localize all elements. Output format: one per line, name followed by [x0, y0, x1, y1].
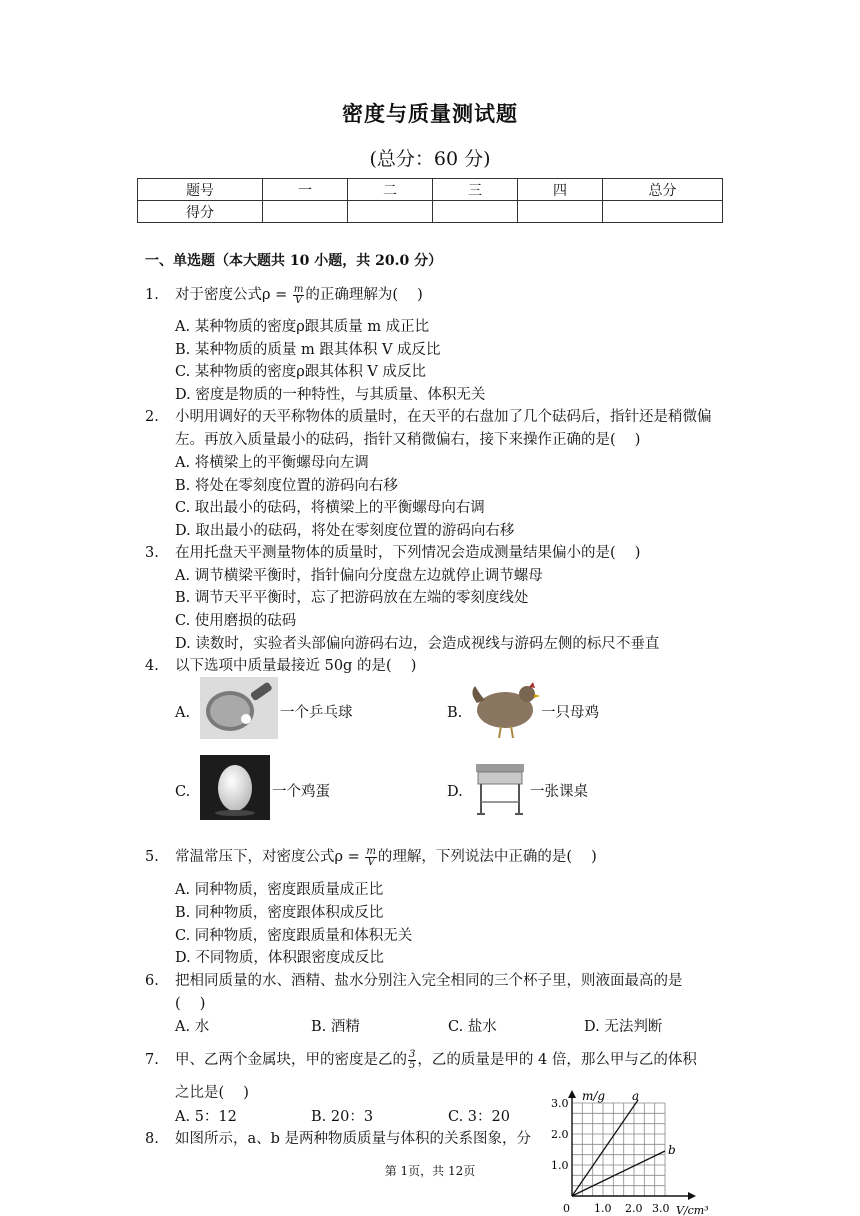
x-tick-label: 2.0 [625, 1202, 643, 1215]
question-number: 8. [145, 1131, 159, 1147]
fraction-numerator: 3 [409, 1048, 416, 1060]
option-d[interactable]: D. 不同物质，体积跟密度成反比 [175, 950, 384, 966]
question-stem: 以下选项中质量最接近 50g 的是( ) [175, 658, 417, 674]
question-number: 6. [145, 973, 159, 989]
fraction [365, 847, 376, 868]
fraction-denominator: V [367, 856, 375, 868]
mass-volume-graph [548, 1088, 724, 1216]
y-tick-label: 2.0 [551, 1128, 569, 1141]
table-row [138, 179, 723, 201]
score-input-cell[interactable] [518, 201, 603, 223]
question-number: 7. [145, 1052, 159, 1068]
option-d[interactable]: D. 无法判断 [584, 1019, 663, 1035]
ping-pong-image [200, 677, 278, 739]
option-d[interactable]: D. 密度是物质的一种特性，与其质量、体积无关 [175, 387, 486, 403]
option-b[interactable]: B. 20：3 [311, 1109, 374, 1125]
option-b-letter[interactable]: B. [447, 705, 463, 721]
question-stem: 小明用调好的天平称物体的质量时，在天平的右盘加了几个砝码后，指针还是稍微偏左。再放入质量最小的砝码，指针又稍微偏右，接下来操作正确的是( ) [175, 409, 712, 448]
question-number: 4. [145, 658, 159, 674]
page-title: 密度与质量测试题 [342, 101, 518, 126]
stem-post: 的理解，下列说法中正确的是( ) [377, 849, 597, 865]
option-a[interactable]: A. 5：12 [175, 1109, 237, 1125]
stem-post: 的正确理解为( ) [305, 287, 423, 303]
egg-icon [200, 755, 270, 820]
fraction-numerator: m [293, 283, 304, 295]
option-d-text: 一张课桌 [530, 784, 588, 800]
fraction-denominator: V [295, 294, 303, 306]
option-b[interactable]: B. 酒精 [311, 1019, 360, 1035]
option-c[interactable]: C. 盐水 [448, 1019, 497, 1035]
question-stem: 把相同质量的水、酒精、盐水分别注入完全相同的三个杯子里，则液面最高的是 [175, 973, 683, 989]
stem-pre: 对于密度公式ρ = [175, 287, 292, 303]
line-a-label: a [632, 1089, 640, 1103]
table-cell: 得分 [138, 201, 263, 223]
option-c-text: 一个鸡蛋 [272, 784, 330, 800]
x-tick-label: 3.0 [652, 1202, 670, 1215]
option-a-letter[interactable]: A. [175, 705, 191, 721]
section-heading: 一、单选题（本大题共 10 小题，共 20.0 分） [145, 253, 443, 269]
y-tick-label: 1.0 [551, 1159, 569, 1172]
x-axis-arrow [688, 1192, 696, 1200]
option-a[interactable]: A. 将横梁上的平衡螺母向左调 [175, 455, 369, 471]
option-d[interactable]: D. 读数时，实验者头部偏向游码右边，会造成视线与游码左侧的标尺不垂直 [175, 636, 660, 652]
option-c[interactable]: C. 取出最小的砝码，将横梁上的平衡螺母向右调 [175, 500, 485, 516]
page-footer: 第 1页，共 12页 [384, 1164, 476, 1178]
score-input-cell[interactable] [603, 201, 723, 223]
stem-pre: 常温常压下，对密度公式ρ = [175, 849, 365, 865]
stem-pre: 甲、乙两个金属块，甲的密度是乙的 [175, 1052, 407, 1068]
score-input-cell[interactable] [433, 201, 518, 223]
option-c[interactable]: C. 某种物质的密度ρ跟其体积 V 成反比 [175, 364, 427, 380]
score-input-cell[interactable] [263, 201, 348, 223]
option-d[interactable]: D. 取出最小的砝码，将处在零刻度位置的游码向右移 [175, 523, 515, 539]
option-c[interactable]: C. 使用磨损的砝码 [175, 613, 297, 629]
fraction [408, 1050, 416, 1071]
fraction-denominator: 5 [409, 1059, 416, 1071]
desk-icon [472, 758, 528, 818]
option-a[interactable]: A. 某种物质的密度ρ跟其质量 m 成正比 [175, 319, 430, 335]
question-number: 3. [145, 545, 159, 561]
question-stem [175, 846, 720, 869]
option-a[interactable]: A. 调节横梁平衡时，指针偏向分度盘左边就停止调节螺母 [175, 568, 543, 584]
question-stem [175, 284, 720, 307]
option-c[interactable]: C. 同种物质，密度跟质量和体积无关 [175, 928, 413, 944]
score-table [137, 178, 723, 223]
table-cell: 题号 [138, 179, 263, 201]
table-row [138, 201, 723, 223]
table-cell: 二 [348, 179, 433, 201]
x-tick-label: 1.0 [594, 1202, 612, 1215]
option-b[interactable]: B. 将处在零刻度位置的游码向右移 [175, 478, 398, 494]
stem-post: ，乙的质量是甲的 4 倍，那么甲与乙的体积 [417, 1052, 697, 1068]
option-a-text: 一个乒乓球 [280, 705, 353, 721]
fraction-numerator: m [366, 845, 376, 857]
egg-image [200, 755, 270, 820]
origin-label: 0 [563, 1202, 570, 1215]
line-b-label: b [668, 1143, 676, 1157]
question-stem [175, 1049, 720, 1072]
y-axis-arrow [568, 1090, 576, 1098]
option-b[interactable]: B. 同种物质，密度跟体积成反比 [175, 905, 384, 921]
option-b[interactable]: B. 某种物质的质量 m 跟其体积 V 成反比 [175, 342, 441, 358]
total-score-subtitle: (总分：60 分) [369, 148, 491, 170]
question-number: 1. [145, 287, 159, 303]
option-a[interactable]: A. 同种物质，密度跟质量成正比 [175, 882, 384, 898]
hen-image [467, 678, 541, 742]
ping-pong-paddle-icon [200, 677, 278, 739]
fraction [293, 285, 304, 306]
option-c[interactable]: C. 3：20 [448, 1109, 510, 1125]
question-stem: 如图所示，a、b 是两种物质质量与体积的关系图象，分 [175, 1131, 532, 1147]
table-cell: 总分 [603, 179, 723, 201]
option-c-letter[interactable]: C. [175, 784, 191, 800]
option-b-text: 一只母鸡 [541, 705, 599, 721]
question-stem-line2: 之比是( ) [175, 1085, 249, 1101]
question-number: 5. [145, 849, 159, 865]
option-d-letter[interactable]: D. [447, 784, 463, 800]
option-b[interactable]: B. 调节天平平衡时，忘了把游码放在左端的零刻度线处 [175, 590, 529, 606]
desk-image [472, 758, 528, 818]
y-axis-label: m/g [582, 1089, 606, 1103]
table-cell: 四 [518, 179, 603, 201]
question-stem: 在用托盘天平测量物体的质量时，下列情况会造成测量结果偏小的是( ) [175, 545, 641, 561]
table-cell: 一 [263, 179, 348, 201]
option-a[interactable]: A. 水 [175, 1019, 210, 1035]
question-number: 2. [145, 409, 159, 425]
hen-icon [467, 678, 541, 742]
question-stem-line2: ( ) [175, 996, 206, 1012]
y-tick-label: 3.0 [551, 1097, 569, 1110]
x-axis-label: V/cm³ [676, 1204, 709, 1216]
graph-grid [572, 1103, 665, 1196]
score-input-cell[interactable] [348, 201, 433, 223]
table-cell: 三 [433, 179, 518, 201]
